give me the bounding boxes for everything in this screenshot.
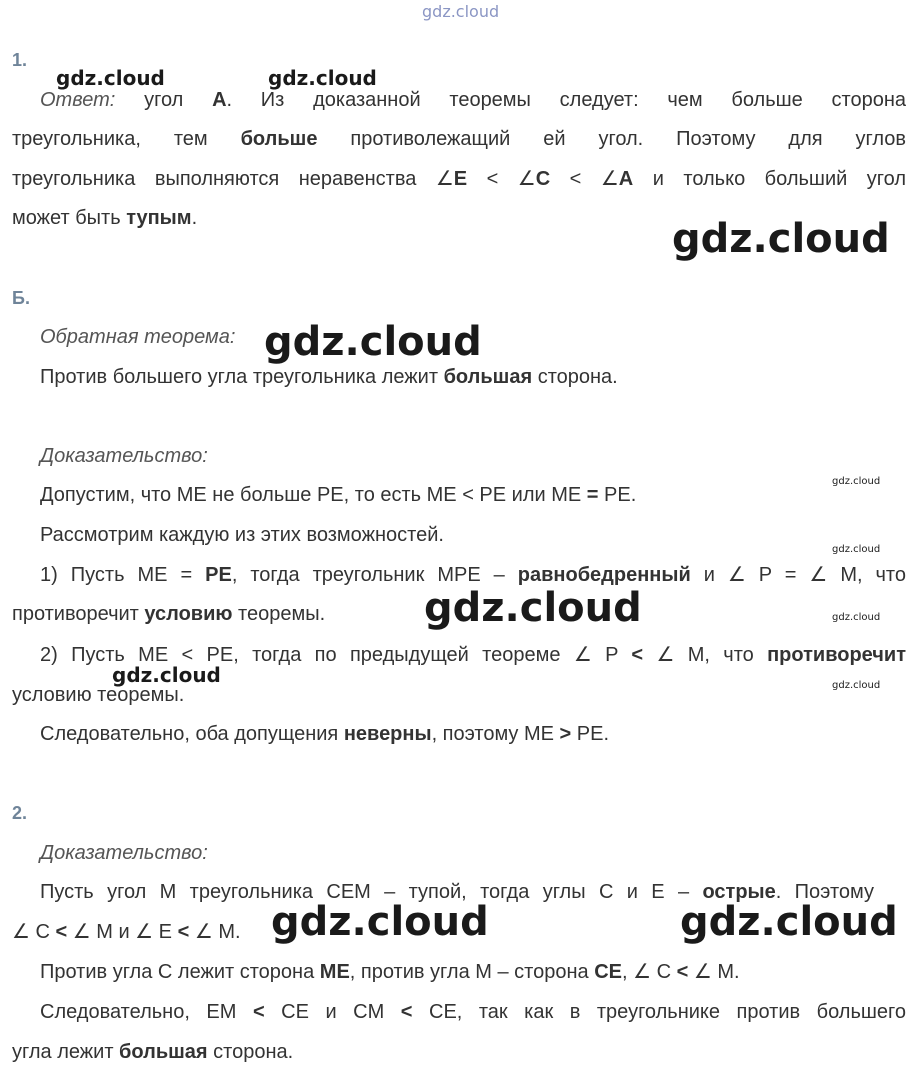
s2-line-3: Рассмотрим каждую из этих возможностей. — [40, 524, 444, 546]
s3-line-2: ∠ C < ∠ M и ∠ E < ∠ M. — [12, 921, 241, 943]
section-number-1: 1. — [12, 50, 28, 70]
s3-line-3: Против угла C лежит сторона ME, против угла M – сторона CE, ∠ C < ∠ M. — [40, 961, 740, 983]
watermark-top: gdz.cloud — [422, 2, 500, 21]
watermark: gdz.cloud — [112, 663, 221, 687]
s1-line-1: Ответ: угол А. Из доказанной теоремы следует: чем больше сторона — [40, 89, 907, 111]
watermark: gdz.cloud — [56, 66, 165, 90]
section-number-b: Б. — [12, 288, 30, 308]
s3-line-5: угла лежит большая сторона. — [12, 1041, 294, 1063]
s2-line-8: Следовательно, оба допущения неверны, поэтому ME > PE. — [40, 723, 610, 745]
watermark: gdz.cloud — [271, 899, 489, 945]
watermark: gdz.cloud — [268, 66, 377, 90]
s2-line-6: 2) Пусть ME < PE, тогда по предыдущей теореме ∠ P < ∠ M, что противоречит — [40, 644, 906, 666]
watermark: gdz.cloud — [264, 319, 482, 365]
watermark: gdz.cloud — [832, 544, 881, 555]
watermark: gdz.cloud — [832, 612, 881, 623]
s1-line-3: треугольника выполняются неравенства ∠E < ∠C < ∠A и только больший угол — [12, 168, 906, 190]
s3-line-1: Пусть угол M треугольника CEM – тупой, тогда углы C и E – острые. Поэтому — [40, 881, 874, 903]
section-number-2: 2. — [12, 803, 28, 823]
proof-heading-2: Доказательство: — [40, 842, 208, 864]
s2-line-5: противоречит условию теоремы. — [12, 603, 326, 625]
s2-line-7: условию теоремы. — [12, 684, 185, 706]
watermark: gdz.cloud — [832, 476, 881, 487]
s2-line-2: Допустим, что ME не больше PE, то есть ME < PE или ME = PE. — [40, 484, 637, 506]
watermark: gdz.cloud — [672, 216, 890, 262]
s3-line-4: Следовательно, EM < CE и CM < CE, так как в треугольнике против большего — [40, 1001, 907, 1023]
watermark: gdz.cloud — [680, 899, 898, 945]
watermark: gdz.cloud — [832, 680, 881, 691]
s1-line-2: треугольника, тем больше противолежащий ей угол. Поэтому для углов — [12, 128, 906, 150]
s1-line-4: может быть тупым. — [12, 207, 198, 229]
s2-line-1: Против большего угла треугольника лежит большая сторона. — [40, 366, 618, 388]
watermark: gdz.cloud — [424, 585, 642, 631]
converse-theorem-title: Обратная теорема: — [40, 326, 236, 348]
s2-line-4: 1) Пусть ME = PE, тогда треугольник MPE – равнобедренный и ∠ P = ∠ M, что — [40, 564, 906, 586]
proof-heading-b: Доказательство: — [40, 445, 208, 467]
